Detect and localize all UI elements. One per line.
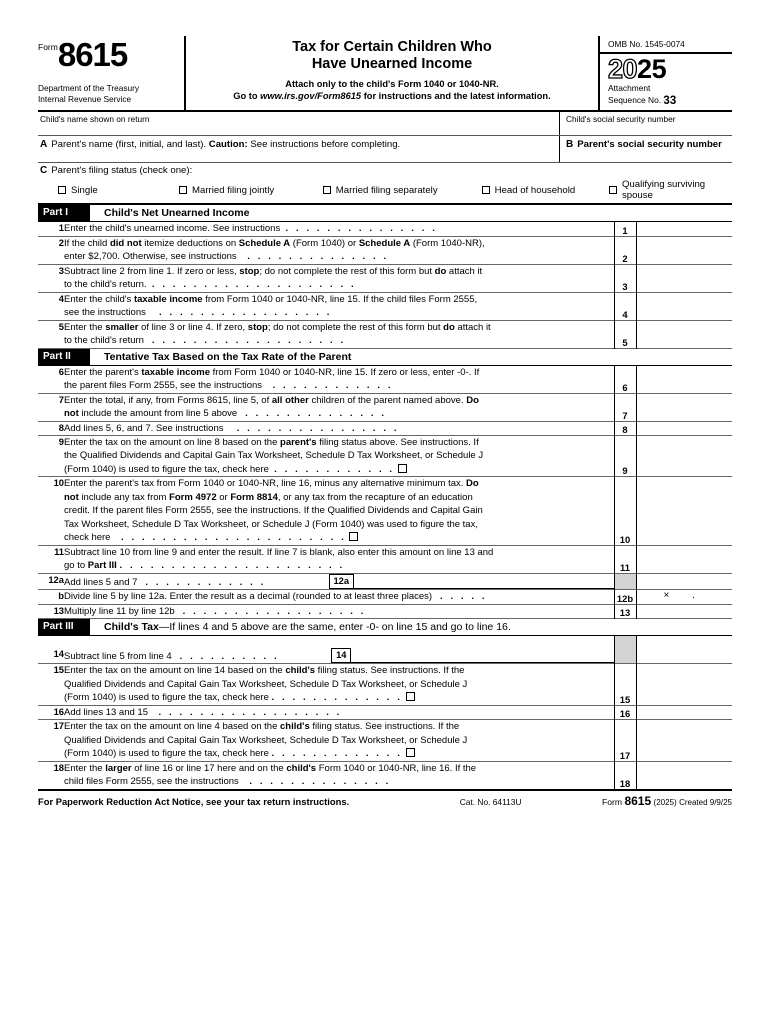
leader-dots: . . . . . . . . . . . . . . . bbox=[285, 223, 438, 235]
line-12a-shaded-cell bbox=[614, 573, 636, 589]
part-3-title-rest: —If lines 4 and 5 above are the same, enter -0- on line 15 and go to line 16. bbox=[158, 621, 511, 633]
line-9-amount-input[interactable] bbox=[636, 436, 732, 477]
filing-status-label: Parent's filing status (check one): bbox=[51, 165, 193, 177]
sequence-label: Sequence No. bbox=[608, 94, 662, 105]
line-1-amount-input[interactable] bbox=[636, 222, 732, 236]
checkbox-icon[interactable] bbox=[323, 186, 331, 194]
table-row-line-1 bbox=[38, 222, 732, 236]
line-13-amount-input[interactable] bbox=[636, 604, 732, 618]
child-name-label: Child's name shown on return bbox=[40, 114, 150, 125]
leader-dots: . . . . . . . . . . . . bbox=[272, 380, 394, 392]
omb-number: OMB No. 1545-0074 bbox=[600, 36, 732, 54]
line-7-amount-input[interactable] bbox=[636, 393, 732, 421]
checkbox-icon[interactable] bbox=[406, 748, 415, 757]
line-6-number: 6 bbox=[58, 365, 64, 377]
line-8-label: 8 bbox=[614, 421, 636, 435]
sequence-number: 33 bbox=[663, 94, 677, 107]
part-1-header bbox=[38, 205, 732, 222]
line-8-amount-input[interactable] bbox=[636, 421, 732, 435]
part-3-title-bold: Child's Tax bbox=[104, 621, 159, 633]
paperwork-notice: For Paperwork Reduction Act Notice, see your tax return instructions. bbox=[38, 795, 350, 807]
item-letter-b: B bbox=[566, 139, 574, 151]
child-identity-row bbox=[38, 112, 732, 136]
line-2-number: 2 bbox=[58, 236, 64, 248]
line-12a-number: 12a bbox=[48, 573, 64, 585]
filing-status-option-married-separately[interactable] bbox=[323, 179, 482, 201]
line-18-amount-input[interactable] bbox=[636, 761, 732, 788]
line-14-right-cell bbox=[636, 636, 732, 664]
line-1-number: 1 bbox=[58, 222, 64, 234]
table-row-line-14 bbox=[38, 636, 732, 664]
line-6-text: Enter the parent's taxable income from Form 1040 or 1040-NR, line 15. If zero or less, enter -0-. If the parent files Form 2555, see the instructions . . . . . . . . . . . . bbox=[64, 366, 480, 392]
checkbox-icon[interactable] bbox=[406, 692, 415, 701]
tax-year-block bbox=[600, 54, 732, 110]
table-row-line-8 bbox=[38, 421, 732, 435]
line-14-inline-label: 14 bbox=[331, 648, 351, 663]
line-9-text: Enter the tax on the amount on line 8 based on the parent's filing status above. See instructions. If the Qualified Dividends and Capital Gain Tax Worksheet, Schedule D Tax Worksheet, or Schedule J (Form 1040) is used to figure the tax, check here . . . . . . . . . . . . bbox=[64, 437, 484, 475]
line-5-label: 5 bbox=[614, 320, 636, 348]
leader-dots: . . . . . . . . . . . . . . . . . bbox=[159, 307, 332, 319]
checkbox-icon[interactable] bbox=[179, 186, 187, 194]
line-11-number: 11 bbox=[54, 545, 64, 557]
form-body bbox=[38, 36, 732, 808]
catalog-number: Cat. No. 64113U bbox=[459, 796, 522, 807]
line-3-amount-input[interactable] bbox=[636, 264, 732, 292]
line-10-text: Enter the parent's tax from Form 1040 or 1040-NR, line 16, minus any alternative minimum tax. Do not include any tax from Form 4972 or Form 8814, or any tax from the recapture of an education credit. If the parent files Form 2555, see the instructions. If the Qualified Dividends and Capital Gain Tax Worksheet, Schedule D Tax Worksheet, or Schedule J (Form 1040) was used to figure the tax, check here . . . . . . . . . . . . . . . . . . . . . . bbox=[64, 478, 483, 544]
table-row-line-2 bbox=[38, 236, 732, 264]
department-line-2: Internal Revenue Service bbox=[38, 93, 132, 104]
form-header bbox=[38, 36, 732, 112]
line-18-text: Enter the larger of line 16 or line 17 here and on the child's Form 1040 or 1040-NR, line 16. If the child files Form 2555, see the instructions . . . . . . . . . . . . . . bbox=[64, 762, 477, 788]
line-15-text: Enter the tax on the amount on line 14 based on the child's filing status. See instructions. If the Qualified Dividends and Capital Gain Tax Worksheet, Schedule D Tax Worksheet, or Schedule J (Form 1040) is used to figure the tax, check here . . . . . . . . . . . . . bbox=[64, 665, 468, 704]
part-1-tag: Part I bbox=[38, 205, 90, 221]
leader-dots: . . . . . . . . . . . . . bbox=[271, 692, 403, 704]
line-4-amount-input[interactable] bbox=[636, 292, 732, 320]
child-ssn-label: Child's social security number bbox=[566, 114, 676, 125]
line-18-number: 18 bbox=[53, 761, 64, 773]
filing-status-options bbox=[40, 179, 732, 201]
line-4-number: 4 bbox=[58, 292, 64, 304]
line-4-text: Enter the child's taxable income from Form 1040 or 1040-NR, line 15. If the child files Form 2555, see the instructions . . . . . . . . . . . . . . . . . bbox=[64, 293, 478, 319]
option-label: Married filing jointly bbox=[192, 184, 275, 196]
option-label: Married filing separately bbox=[335, 184, 438, 196]
part-3-lines bbox=[38, 636, 732, 789]
line-13-number: 13 bbox=[53, 604, 64, 616]
line-11-text: Subtract line 10 from line 9 and enter the result. If line 7 is blank, also enter this amount on line 13 and go to Part III . . . . . . . . . . . . . . . . . . . . . . bbox=[64, 546, 494, 572]
footer-created-date: Created 9/9/25 bbox=[679, 797, 732, 807]
tax-year-suffix: 25 bbox=[637, 54, 667, 84]
line-10-label: 10 bbox=[614, 477, 636, 545]
line-17-label: 17 bbox=[614, 720, 636, 761]
checkbox-icon[interactable] bbox=[609, 186, 617, 194]
tax-year-prefix: 20 bbox=[608, 54, 638, 84]
line-17-amount-input[interactable] bbox=[636, 720, 732, 761]
line-9-number: 9 bbox=[58, 436, 64, 447]
footer-form-id bbox=[602, 794, 732, 808]
table-row-line-16 bbox=[38, 705, 732, 719]
leader-dots: . . . . . . . . . . . . . . . . . . . . bbox=[151, 279, 357, 291]
leader-dots: . . . . . . . . . . bbox=[179, 650, 280, 662]
item-letter-a: A bbox=[40, 139, 48, 151]
line-5-amount-input[interactable] bbox=[636, 320, 732, 348]
option-label: Qualifying surviving spouse bbox=[621, 179, 706, 202]
tax-year bbox=[608, 55, 732, 83]
line-16-text: Add lines 13 and 15 . . . . . . . . . . . . . . . . . . bbox=[64, 706, 342, 718]
table-row-line-15 bbox=[38, 664, 732, 705]
line-12a-text: Add lines 5 and 7 . . . . . . . . . . . . 12a bbox=[64, 573, 614, 589]
line-12a-right-cell bbox=[636, 573, 732, 589]
part-1-lines bbox=[38, 222, 732, 348]
table-row-line-12b bbox=[38, 590, 732, 604]
parent-name-label: Parent's name (first, initial, and last). bbox=[51, 139, 207, 151]
leader-dots: . . . . . . . . . . . . . . . . . . bbox=[182, 605, 367, 617]
leader-dots: . . . . . . . . . . . . . . . . bbox=[236, 422, 400, 434]
form-identity-block bbox=[38, 36, 186, 110]
line-1-text: Enter the child's unearned income. See instructions . . . . . . . . . . . . . . . bbox=[64, 223, 438, 235]
line-17-number: 17 bbox=[53, 720, 64, 732]
attach-instruction: Attach only to the child's Form 1040 or 1040-NR. bbox=[285, 79, 499, 90]
checkbox-icon[interactable] bbox=[58, 186, 66, 194]
filing-status-option-head-of-household[interactable] bbox=[482, 179, 610, 201]
leader-dots: . . . . . . . . . . . . . . . . . . bbox=[158, 706, 342, 718]
footer-form-number: 8615 bbox=[624, 793, 652, 808]
line-12b-number: b bbox=[58, 590, 64, 602]
parent-ssn-label: Parent's social security number bbox=[577, 139, 722, 151]
item-letter-c: C bbox=[40, 165, 48, 177]
leader-dots: . . . . . . . . . . . . . . bbox=[249, 776, 391, 788]
goto-tail: for instructions and the latest information. bbox=[363, 91, 551, 102]
line-14-amount-input[interactable] bbox=[351, 649, 613, 663]
line-14-text: Subtract line 5 from line 4 . . . . . . . . . . 14 bbox=[64, 636, 614, 664]
child-name-field[interactable] bbox=[38, 112, 560, 135]
leader-dots: . . . . . . . . . . . . bbox=[274, 463, 395, 475]
line-16-number: 16 bbox=[53, 705, 64, 717]
leader-dots: . . . . . . . . . . . . . . . . . . . . . . bbox=[119, 560, 345, 572]
parent-identity-row bbox=[38, 136, 732, 163]
line-5-text: Enter the smaller of line 3 or line 4. If zero, stop; do not complete the rest of this form but do attach it to the child's return . . . . . . . . . . . . . . . . . . . bbox=[64, 321, 491, 347]
part-3-tag: Part III bbox=[38, 619, 90, 635]
table-row-line-12a bbox=[38, 573, 732, 589]
part-2-tag: Part II bbox=[38, 349, 90, 365]
part-2-lines bbox=[38, 366, 732, 619]
parent-ssn-field[interactable] bbox=[560, 136, 732, 162]
checkbox-icon[interactable] bbox=[398, 464, 407, 473]
option-label: Single bbox=[71, 184, 98, 196]
form-title-line-2: Have Unearned Income bbox=[311, 56, 473, 73]
filing-status-option-single[interactable] bbox=[58, 179, 179, 201]
child-ssn-field[interactable] bbox=[560, 112, 732, 135]
line-3-text: Subtract line 2 from line 1. If zero or less, stop; do not complete the rest of this form but do attach it to the child's return. . . . . . . . . . . . . . . . . . . . . bbox=[64, 265, 483, 291]
line-12b-text: Divide line 5 by line 12a. Enter the result as a decimal (rounded to at least three places) . . . . . bbox=[64, 591, 488, 603]
table-row-line-6 bbox=[38, 366, 732, 393]
part-2-header bbox=[38, 349, 732, 366]
line-10-number: 10 bbox=[53, 477, 64, 489]
goto-instruction bbox=[190, 91, 594, 101]
filing-status-option-married-jointly[interactable] bbox=[179, 179, 323, 201]
line-15-label: 15 bbox=[614, 664, 636, 705]
line-2-amount-input[interactable] bbox=[636, 236, 732, 264]
line-7-number: 7 bbox=[58, 393, 64, 405]
line-2-label: 2 bbox=[614, 236, 636, 264]
department-block bbox=[38, 83, 180, 104]
line-8-text: Add lines 5, 6, and 7. See instructions . . . . . . . . . . . . . . . . bbox=[64, 422, 400, 434]
line-8-number: 8 bbox=[58, 421, 64, 433]
table-row-line-18 bbox=[38, 761, 732, 788]
parent-name-field[interactable] bbox=[38, 136, 560, 162]
table-row-line-7 bbox=[38, 393, 732, 421]
line-12b-label: 12b bbox=[614, 590, 636, 604]
parent-name-label-post: See instructions before completing. bbox=[250, 139, 401, 151]
leader-dots: . . . . . . . . . . . . . bbox=[271, 748, 403, 760]
line-7-text: Enter the total, if any, from Forms 8615, line 5, of all other children of the parent named above. Do not include the amount from line 5 above . . . . . . . . . . . . . . bbox=[64, 394, 479, 420]
table-row-line-13 bbox=[38, 604, 732, 618]
leader-dots: . . . . . . . . . . . . . . bbox=[245, 408, 387, 420]
table-row-line-3 bbox=[38, 264, 732, 292]
leader-dots: . . . . . . . . . . . . . . . . . . . bbox=[151, 335, 346, 347]
line-14-shaded-cell bbox=[614, 636, 636, 664]
line-12a-amount-input[interactable] bbox=[354, 575, 614, 589]
footer-year: (2025) bbox=[653, 797, 677, 807]
irs-url[interactable]: www.irs.gov/Form8615 bbox=[260, 91, 362, 102]
line-5-number: 5 bbox=[58, 320, 64, 332]
line-11-label: 11 bbox=[614, 545, 636, 573]
leader-dots: . . . . . . . . . . . . . . . . . . . . . . bbox=[121, 532, 347, 544]
line-6-amount-input[interactable] bbox=[636, 366, 732, 393]
line-11-amount-input[interactable] bbox=[636, 545, 732, 573]
department-line-1: Department of the Treasury bbox=[38, 83, 139, 93]
line-12a-inline-label: 12a bbox=[329, 574, 355, 589]
line-13-text: Multiply line 11 by line 12b . . . . . . . . . . . . . . . . . . bbox=[64, 605, 367, 617]
line-6-label: 6 bbox=[614, 366, 636, 393]
parent-filing-status-section bbox=[38, 163, 732, 205]
line-16-amount-input[interactable] bbox=[636, 705, 732, 719]
filing-status-prompt bbox=[40, 165, 732, 176]
form-title-line-1: Tax for Certain Children Who bbox=[292, 39, 492, 55]
table-row-line-9 bbox=[38, 436, 732, 477]
form-footer bbox=[38, 789, 732, 808]
form-word-label: Form bbox=[38, 42, 58, 52]
attachment-sequence bbox=[608, 83, 732, 108]
leader-dots: . . . . . . . . . . . . bbox=[145, 576, 266, 588]
line-4-label: 4 bbox=[614, 292, 636, 320]
goto-label: Go to bbox=[233, 91, 258, 102]
leader-dots: . . . . . bbox=[439, 591, 488, 603]
table-row-line-11 bbox=[38, 545, 732, 573]
checkbox-icon[interactable] bbox=[482, 186, 490, 194]
form-title-block bbox=[186, 36, 600, 110]
part-2-title: Tentative Tax Based on the Tax Rate of the Parent bbox=[104, 350, 352, 363]
line-13-label: 13 bbox=[614, 604, 636, 618]
line-16-label: 16 bbox=[614, 705, 636, 719]
omb-block bbox=[600, 36, 732, 110]
checkbox-icon[interactable] bbox=[349, 532, 358, 541]
footer-form-word: Form bbox=[602, 796, 623, 807]
line-15-number: 15 bbox=[53, 664, 64, 676]
line-9-label: 9 bbox=[614, 436, 636, 477]
attachment-label: Attachment bbox=[608, 83, 651, 94]
line-3-number: 3 bbox=[58, 264, 64, 276]
line-2-text: If the child did not itemize deductions on Schedule A (Form 1040) or Schedule A (Form 1040-NR), enter $2,700. Otherwise, see instructions . . . . . . . . . . . . . . bbox=[64, 237, 485, 263]
part-3-header bbox=[38, 619, 732, 636]
table-row-line-17 bbox=[38, 720, 732, 761]
line-7-label: 7 bbox=[614, 393, 636, 421]
line-14-number: 14 bbox=[53, 648, 64, 659]
line-17-text: Enter the tax on the amount on line 4 based on the child's filing status. See instructions. If the Qualified Dividends and Capital Gain Tax Worksheet, Schedule D Tax Worksheet, or Schedule J (Form 1040) is used to figure the tax, check here . . . . . . . . . . . . . bbox=[64, 721, 468, 760]
line-15-amount-input[interactable] bbox=[636, 664, 732, 705]
table-row-line-5 bbox=[38, 320, 732, 348]
caution-label: Caution: bbox=[208, 139, 248, 151]
table-row-line-4 bbox=[38, 292, 732, 320]
table-row-line-10 bbox=[38, 477, 732, 545]
form-number: 8615 bbox=[57, 36, 128, 73]
leader-dots: . . . . . . . . . . . . . . bbox=[247, 251, 389, 263]
line-18-label: 18 bbox=[614, 761, 636, 788]
filing-status-option-qualifying-spouse[interactable] bbox=[609, 179, 732, 201]
part-1-title: Child's Net Unearned Income bbox=[104, 207, 250, 220]
line-1-label: 1 bbox=[614, 222, 636, 236]
part-3-title bbox=[90, 619, 511, 635]
option-label: Head of household bbox=[494, 184, 576, 196]
line-3-label: 3 bbox=[614, 264, 636, 292]
line-12b-decimal-input[interactable]: × . bbox=[663, 590, 705, 602]
line-10-amount-input[interactable] bbox=[636, 477, 732, 545]
